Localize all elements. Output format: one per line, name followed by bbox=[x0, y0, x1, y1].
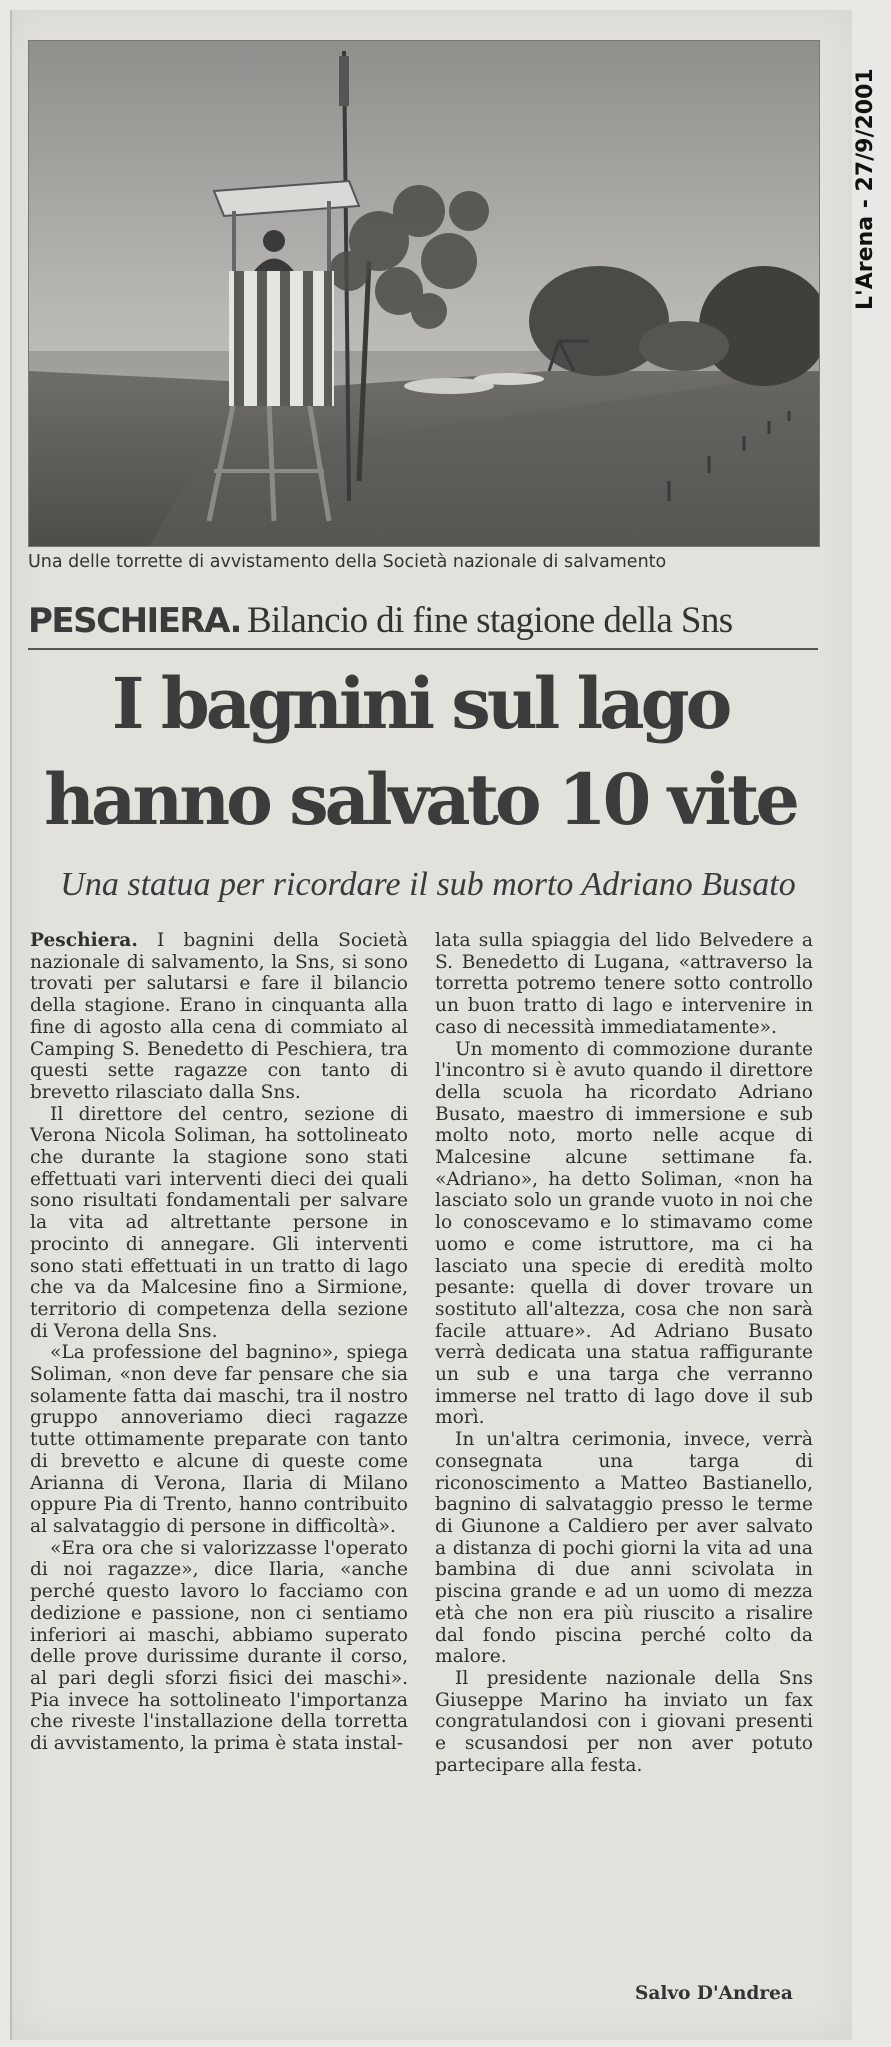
paragraph: Il presidente nazionale della Sns Giuseppe Marino ha inviato un fax congratulandosi con i giovani presenti e scusandosi per non aver potuto partecipare alla festa. bbox=[435, 1667, 813, 1776]
paragraph: «Era ora che si valorizzasse l'operato di noi ragazze», dice Ilaria, «anche perché questo lavoro lo facciamo con dedizione e passione, non ci sentiamo inferiori ai maschi, abbiamo superato delle prove durissime durante il corso, al pari degli sforzi fisici dei maschi». Pia invece ha sottolineato l'importanza che riveste l'installazione della torretta di avvistamento, la prima è stata instal- bbox=[30, 1537, 408, 1755]
headline-line-2: hanno salvato 10 vite bbox=[44, 758, 796, 841]
photo-caption: Una delle torrette di avvistamento della Società nazionale di salvamento bbox=[28, 552, 667, 572]
headline-line-1: I bagnini sul lago bbox=[111, 662, 729, 745]
paragraph: lata sulla spiaggia del lido Belvedere a S. Benedetto di Lugana, «attraverso la torretta potremo tenere sotto controllo un buon tratto di lago e intervenire in caso di necessità immediatamente». bbox=[435, 930, 813, 1038]
byline: Salvo D'Andrea bbox=[635, 1983, 793, 2004]
kicker bbox=[28, 596, 828, 652]
article-column-left bbox=[30, 930, 408, 1755]
kicker-divider bbox=[28, 648, 818, 650]
kicker-place: PESCHIERA. bbox=[28, 601, 241, 641]
paragraph: «La professione del bagnino», spiega Soliman, «non deve far pensare che sia solamente fatta dai maschi, tra il nostro gruppo annoveriamo dieci ragazze tutte ottimamente preparate con tanto di brevetto e alcune di queste come Arianna di Verona, Ilaria di Milano oppure Pia di Trento, hanno contribuito al salvataggio di persone in difficoltà». bbox=[30, 1342, 408, 1537]
lead-place: Peschiera. bbox=[30, 930, 138, 951]
photo-illustration bbox=[29, 41, 819, 546]
paragraph: Il direttore del centro, sezione di Verona Nicola Soliman, ha sottolineato che durante la stagione sono stati effettuati vari interventi dieci dei quali sono risultati fondamentali per salvare la vita ad altrettante persone in procinto di annegare. Gli interventi sono stati effettuati in un tratto di lago che va da Malcesine fino a Sirmione, territorio di competenza della sezione di Verona della Sns. bbox=[30, 1103, 408, 1342]
article-column-right bbox=[435, 930, 813, 1776]
deck: Una statua per ricordare il sub morto Adriano Busato bbox=[60, 866, 796, 903]
source-stamp: L'Arena - 27/9/2001 bbox=[853, 68, 878, 310]
paragraph: I bagnini della Società nazionale di salvamento, la Sns, si sono trovati per salutarsi e fare il bilancio della stagione. Erano in cinquanta alla fine di agosto alla cena di commiato al Camping S. Benedetto di Peschiera, tra questi sette ragazze con tanto di brevetto rilasciato dalla Sns. bbox=[30, 930, 408, 1103]
paragraph: In un'altra cerimonia, invece, verrà consegnata una targa di riconoscimento a Matteo Bastianello, bagnino di salvataggio presso le terme di Giunone a Caldiero per aver salvato a distanza di pochi giorni la vita ad una bambina di due anni scivolata in piscina grande e ad un uomo di mezza età che non era più riuscito a risalire dal fondo piscina perché colto da malore. bbox=[435, 1429, 813, 1668]
kicker-subtitle: Bilancio di fine stagione della Sns bbox=[246, 600, 733, 641]
lifeguard-tower-photo bbox=[28, 40, 820, 547]
paragraph: Un momento di commozione durante l'incontro si è avuto quando il direttore della scuola ha ricordato Adriano Busato, maestro di immersione e sub molto noto, morto nelle acque di Malcesine alcune settimane fa. «Adriano», ha detto Soliman, «non ha lasciato solo un grande vuoto in noi che lo conoscevamo e lo stimavamo come uomo e come istruttore, ma ci ha lasciato una specie di eredità molto pesante: quella di dover trovare un sostituto all'altezza, cosa che non sarà facile attuare». Ad Adriano Busato verrà dedicata una statua raffigurante un sub e una targa che verranno immerse nel tratto di lago dove il sub morì. bbox=[435, 1038, 813, 1429]
